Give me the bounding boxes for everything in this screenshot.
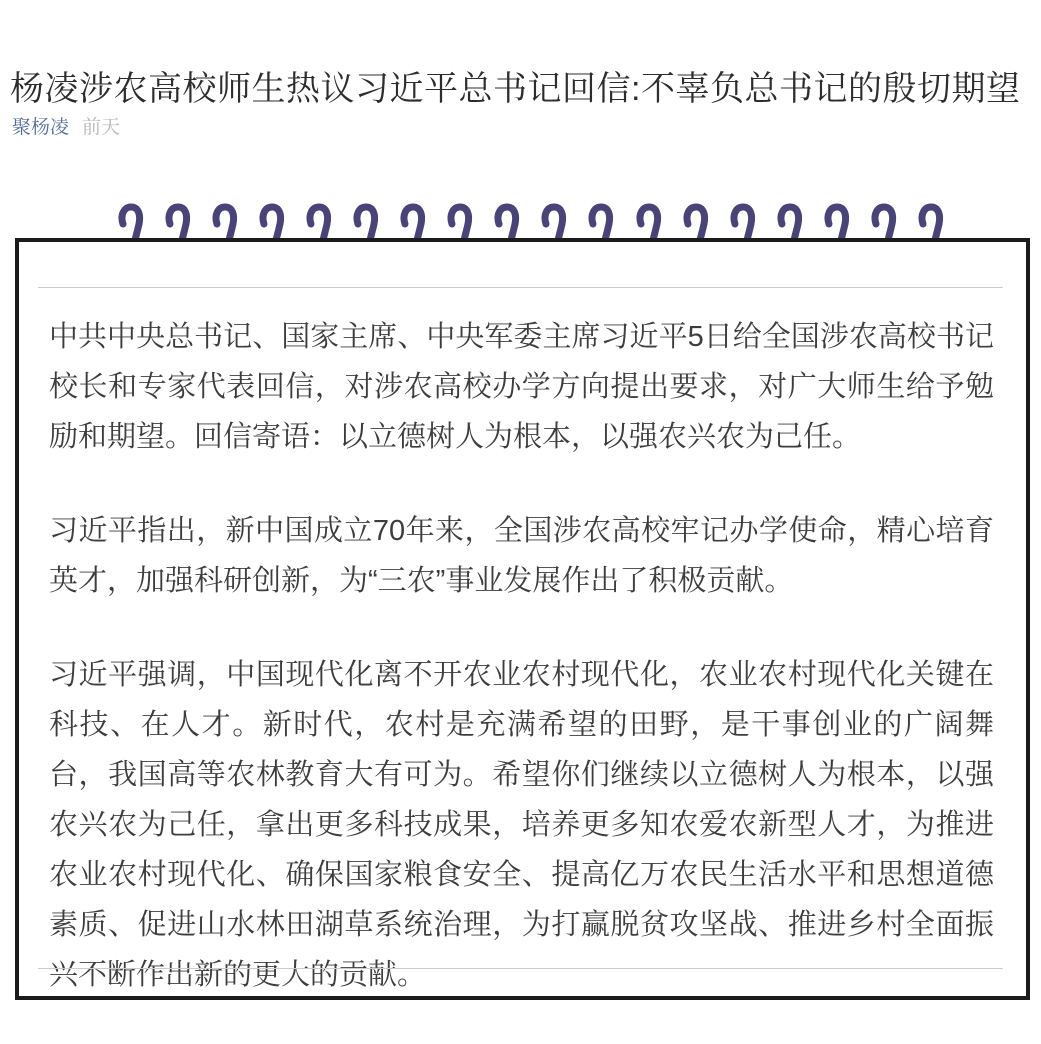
notebook-card: [15, 238, 1030, 1000]
source-account-link[interactable]: 聚杨凌: [12, 117, 70, 138]
paragraph: 习近平指出，新中国成立70年来，全国涉农高校牢记办学使命，精心培育英才，加强科研创新，为“三农”事业发展作出了积极贡献。: [49, 515, 994, 597]
publish-time: 前天: [82, 117, 121, 138]
article-meta: [12, 114, 120, 142]
paragraph: 习近平强调，中国现代化离不开农业农村现代化，农业农村现代化关键在科技、在人才。新时代，农村是充满希望的田野，是干事创业的广阔舞台，我国高等农林教育大有可为。希望你们继续以立德树人为根本，以强农兴农为己任，拿出更多科技成果，培养更多知农爱农新型人才，为推进农业农村现代化、确保国家粮食安全、提高亿万农民生活水平和思想道德素质、促进山水林田湖草系统治理，为打赢脱贫攻坚战、推进乡村全面振兴不断作出新的更大的贡献。: [49, 659, 994, 991]
bottom-divider: [38, 968, 1003, 969]
article-body: [49, 287, 994, 1044]
paragraph: 中共中央总书记、国家主席、中央军委主席习近平5日给全国涉农高校书记校长和专家代表回信，对涉农高校办学方向提出要求，对广大师生给予勉励和期望。回信寄语：以立德树人为根本，以强农兴农为己任。: [49, 321, 994, 453]
article-title: 杨凌涉农高校师生热议习近平总书记回信:不辜负总书记的殷切期望: [10, 69, 1021, 108]
